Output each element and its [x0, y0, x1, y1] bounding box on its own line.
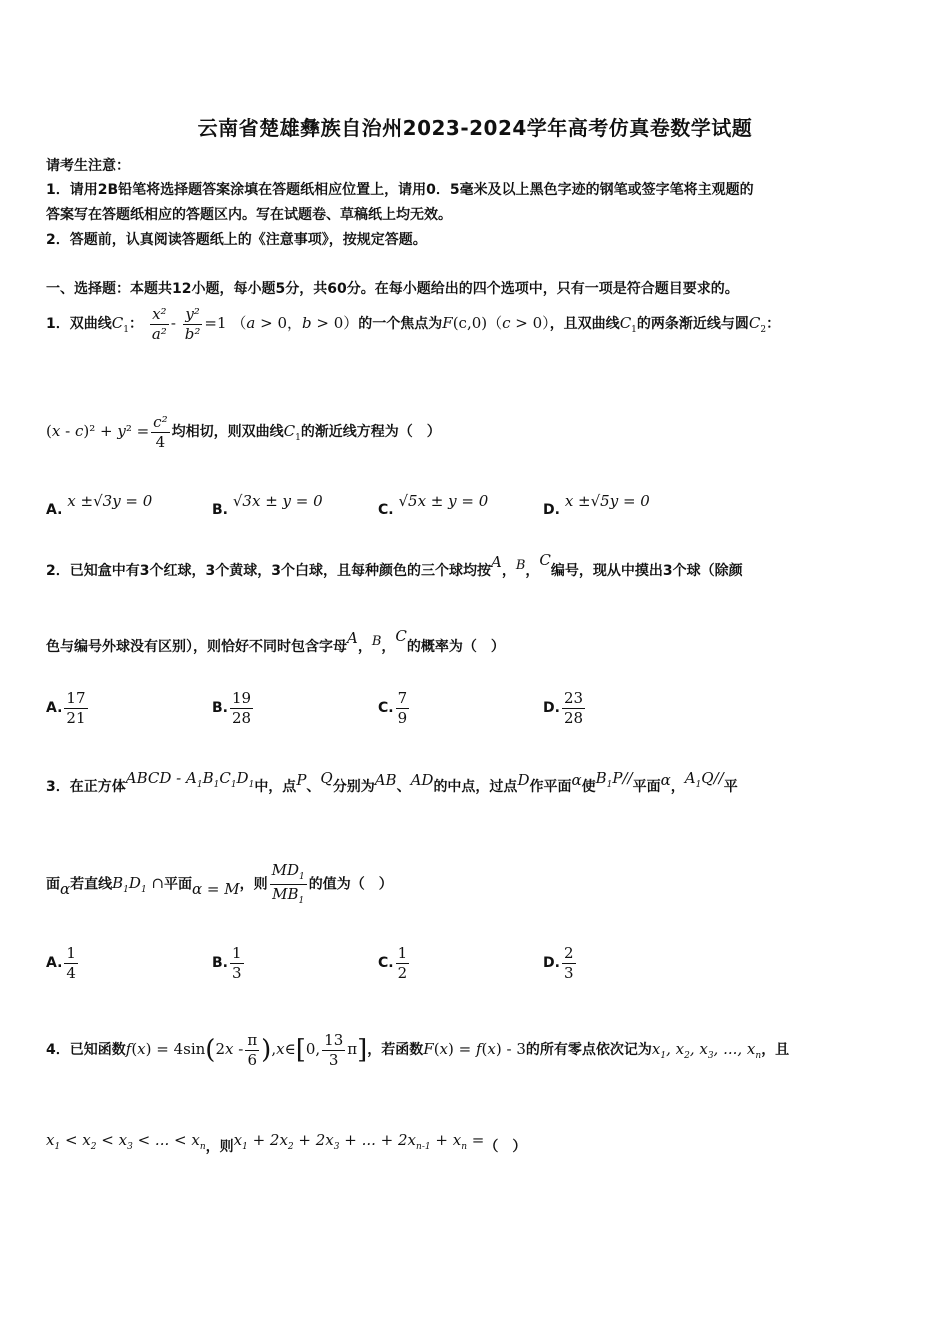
notice-item-1b: 答案写在答题纸相应的答题区内。写在试题卷、草稿纸上均无效。 [46, 207, 452, 223]
question-4-line-2: $x_1 < x_2 < x_3$ < ... < $x_n$，则$x_1 + 2x_2 + 2x_3$ + ... + $2x_{n-1} + x_n$ =（ ） [46, 1131, 527, 1155]
q1-option-c[interactable]: C. √5x ± y = 0 [378, 492, 489, 518]
q2-option-d[interactable]: D. $\frac{23}{28}$ [543, 689, 584, 727]
notice-heading: 请考生注意： [46, 158, 130, 174]
q2-option-b[interactable]: B. $\frac{19}{28}$ [212, 689, 252, 727]
question-1-line-2: (x - c)² + y² = $\frac{\text{c²}}{4}$ 均相切，则双曲线$C_1$的渐近线方程为（ ） [46, 413, 441, 451]
q2-option-a[interactable]: A. $\frac{17}{21}$ [46, 689, 86, 727]
q3-option-d[interactable]: D. $\frac{2}{3}$ [543, 944, 574, 982]
question-2-line-2: 色与编号外球没有区别），则恰好不同时包含字母A，B，C的概率为（ ） [46, 627, 505, 655]
q1-option-d[interactable]: D. x ±√5y = 0 [543, 492, 650, 518]
q2-option-c[interactable]: C. $\frac{7}{9}$ [378, 689, 408, 727]
notice-item-1a: 1．请用2B铅笔将选择题答案涂填在答题纸相应位置上，请用0．5毫米及以上黑色字迹的钢笔或签字笔将主观题的 [46, 182, 754, 198]
q3-option-b[interactable]: B. $\frac{1}{3}$ [212, 944, 242, 982]
page-title: 云南省楚雄彝族自治州2023-2024学年高考仿真卷数学试题 [197, 116, 753, 140]
q3-option-c[interactable]: C. $\frac{1}{2}$ [378, 944, 408, 982]
question-2-line-1: 2．已知盒中有3个红球，3个黄球，3个白球，且每种颜色的三个球均按A，B，C编号，现从中摸出3个球（除颜 [46, 551, 743, 579]
q1-option-b[interactable]: B. √3x ± y = 0 [212, 492, 323, 518]
question-1-line-1: 1．双曲线$C_1$： $\frac{\text{x²}}{\text{a²}}$ - $\frac{\text{y²}}{\text{b²}}$ =1 （a > 0，b > 0）的一个焦点为F(c,0)（c > 0），且双曲线$C_1$的两条渐近线与圆$C_2$： [46, 305, 781, 343]
q1-option-a[interactable]: A. x ±√3y = 0 [46, 492, 153, 518]
q3-option-a[interactable]: A. $\frac{1}{4}$ [46, 944, 76, 982]
section-heading: 一、选择题：本题共12小题，每小题5分，共60分。在每小题给出的四个选项中，只有一项是符合题目要求的。 [46, 281, 739, 297]
notice-item-2: 2．答题前，认真阅读答题纸上的《注意事项》，按规定答题。 [46, 232, 427, 248]
question-3-line-2: 面α若直线$B_1D_1$ ∩平面α = M，则 $\frac{MD_1}{MB_1}$ 的值为（ ） [46, 861, 393, 906]
question-3-line-1: 3．在正方体ABCD - $A_1B_1C_1D_1$中，点P、Q分别为AB、AD的中点，过点D作平面α使$B_1P//$平面α，$A_1Q//$平 [46, 769, 738, 795]
question-4-line-1: 4．已知函数f(x) = 4sin(2x - $\frac{\pi}{6}$ ),x∈[0, $\frac{13}{3}$ π]，若函数F(x) = f(x) - 3的所有零点依次记为$x_1$, $x_2$, $x_3$, ..., $x_n$，且 [46, 1031, 790, 1069]
